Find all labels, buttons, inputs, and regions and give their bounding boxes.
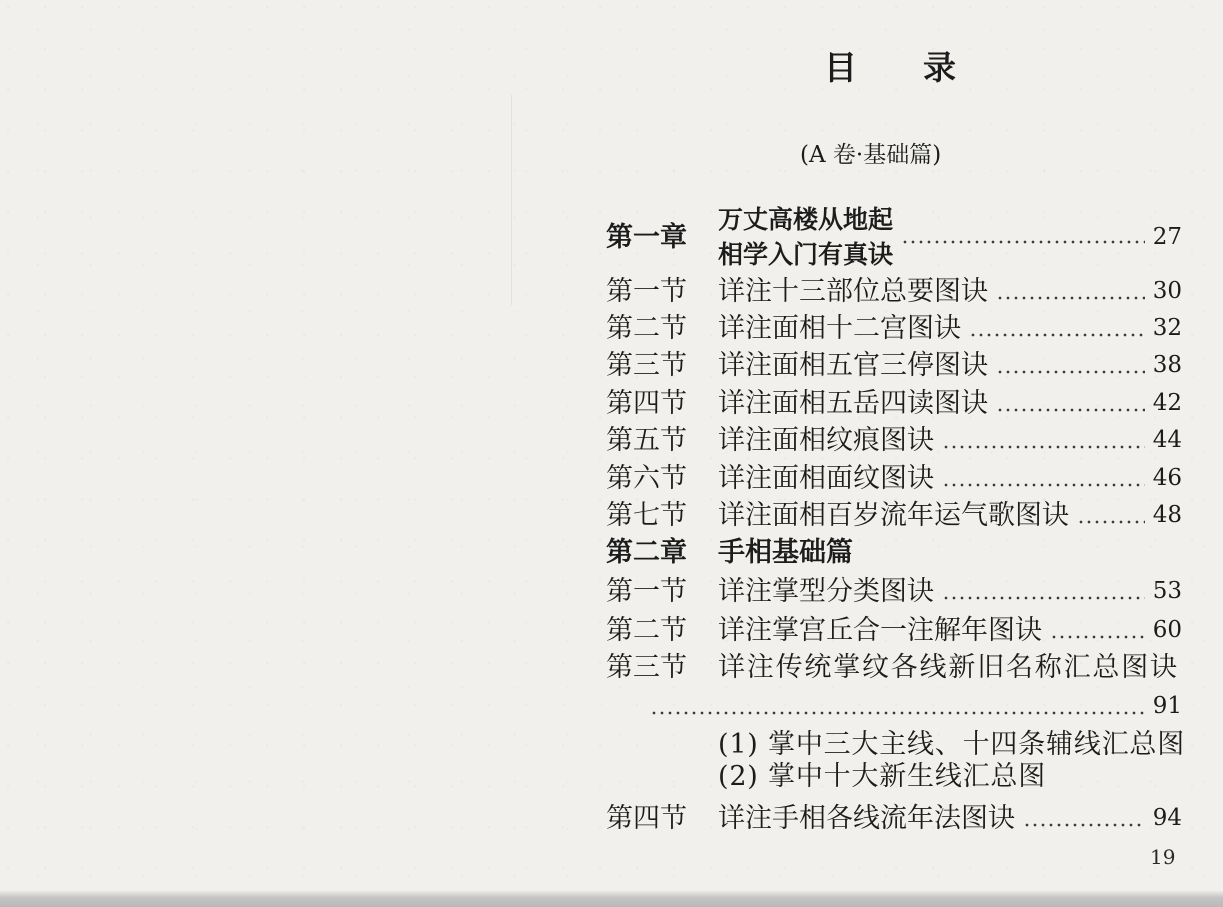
entry-label: 第六节 xyxy=(606,463,687,494)
entry-title: 详注手相各线流年法图诀 xyxy=(718,803,1015,834)
entry-title: 详注面相十二宫图诀 xyxy=(718,313,961,344)
toc-entry xyxy=(606,422,1182,459)
entry-label: 第二章 xyxy=(606,537,687,568)
dot-leader xyxy=(650,711,1145,715)
entry-page: 94 xyxy=(1152,805,1182,831)
entry-page: 53 xyxy=(1152,578,1182,604)
entry-label: 第五节 xyxy=(606,425,687,456)
entry-label: 第四节 xyxy=(606,388,687,419)
page-fold-mark xyxy=(511,95,512,305)
entry-title-line-1: 万丈高楼从地起 xyxy=(718,205,894,234)
entry-page: 42 xyxy=(1152,390,1182,416)
toc-entry xyxy=(606,649,1182,686)
dot-leader xyxy=(996,296,1145,300)
volume-subtitle: (A 卷·基础篇) xyxy=(800,142,942,168)
entry-title: 手相基础篇 xyxy=(718,537,853,568)
entry-page: 30 xyxy=(1152,278,1182,304)
entry-title: 详注面相百岁流年运气歌图诀 xyxy=(718,500,1069,531)
toc-entry xyxy=(606,460,1182,497)
entry-page: 48 xyxy=(1152,502,1182,528)
dot-leader xyxy=(996,370,1145,374)
entry-label: 第二节 xyxy=(606,615,687,646)
toc-subitem: (1) 掌中三大主线、十四条辅线汇总图 xyxy=(718,729,1186,760)
toc-entry-chapter-2 xyxy=(606,534,1182,571)
dot-leader xyxy=(996,408,1145,412)
dot-leader xyxy=(1050,635,1145,639)
entry-label: 第一节 xyxy=(606,576,687,607)
toc-entry xyxy=(606,385,1182,422)
dot-leader xyxy=(901,240,1145,244)
dot-leader xyxy=(942,483,1145,487)
toc-entry xyxy=(606,347,1182,384)
entry-page: 91 xyxy=(1152,693,1182,719)
entry-page: 44 xyxy=(1152,427,1182,453)
entry-label: 第一节 xyxy=(606,276,687,307)
toc-entry-chapter-1 xyxy=(606,200,1182,274)
entry-title: 详注传统掌纹各线新旧名称汇总图诀 xyxy=(718,652,1179,683)
dot-leader xyxy=(942,596,1145,600)
entry-title: 详注掌型分类图诀 xyxy=(718,576,934,607)
entry-title xyxy=(718,202,893,272)
entry-title-line-2: 相学入门有真诀 xyxy=(718,240,894,269)
page-number: 19 xyxy=(1150,845,1176,869)
dot-leader xyxy=(969,333,1145,337)
entry-title: 详注掌宫丘合一注解年图诀 xyxy=(718,615,1042,646)
scan-edge-shadow xyxy=(0,890,1223,907)
entry-title: 详注面相五岳四读图诀 xyxy=(718,388,988,419)
entry-page: 32 xyxy=(1152,315,1182,341)
dot-leader xyxy=(942,445,1145,449)
dot-leader xyxy=(1077,520,1145,524)
toc-entry-continuation xyxy=(650,688,1182,725)
entry-label: 第四节 xyxy=(606,803,687,834)
entry-page: 38 xyxy=(1152,352,1182,378)
page-title: 目 录 xyxy=(824,48,956,87)
dot-leader xyxy=(1023,823,1145,827)
entry-title: 详注面相面纹图诀 xyxy=(718,463,934,494)
toc-entry xyxy=(606,273,1182,310)
toc-entry xyxy=(606,497,1182,534)
entry-title: 详注面相五官三停图诀 xyxy=(718,350,988,381)
entry-page: 46 xyxy=(1152,465,1182,491)
entry-label: 第七节 xyxy=(606,500,687,531)
toc-entry xyxy=(606,612,1182,649)
toc-subitem: (2) 掌中十大新生线汇总图 xyxy=(718,761,1047,792)
toc-entry xyxy=(606,310,1182,347)
entry-label: 第三节 xyxy=(606,652,687,683)
toc-entry xyxy=(606,800,1182,837)
entry-label: 第三节 xyxy=(606,350,687,381)
entry-title: 详注面相纹痕图诀 xyxy=(718,425,934,456)
entry-label: 第一章 xyxy=(606,221,687,253)
entry-page: 60 xyxy=(1152,617,1182,643)
entry-label: 第二节 xyxy=(606,313,687,344)
toc-entry xyxy=(606,573,1182,610)
entry-title: 详注十三部位总要图诀 xyxy=(718,276,988,307)
entry-page: 27 xyxy=(1152,223,1182,250)
